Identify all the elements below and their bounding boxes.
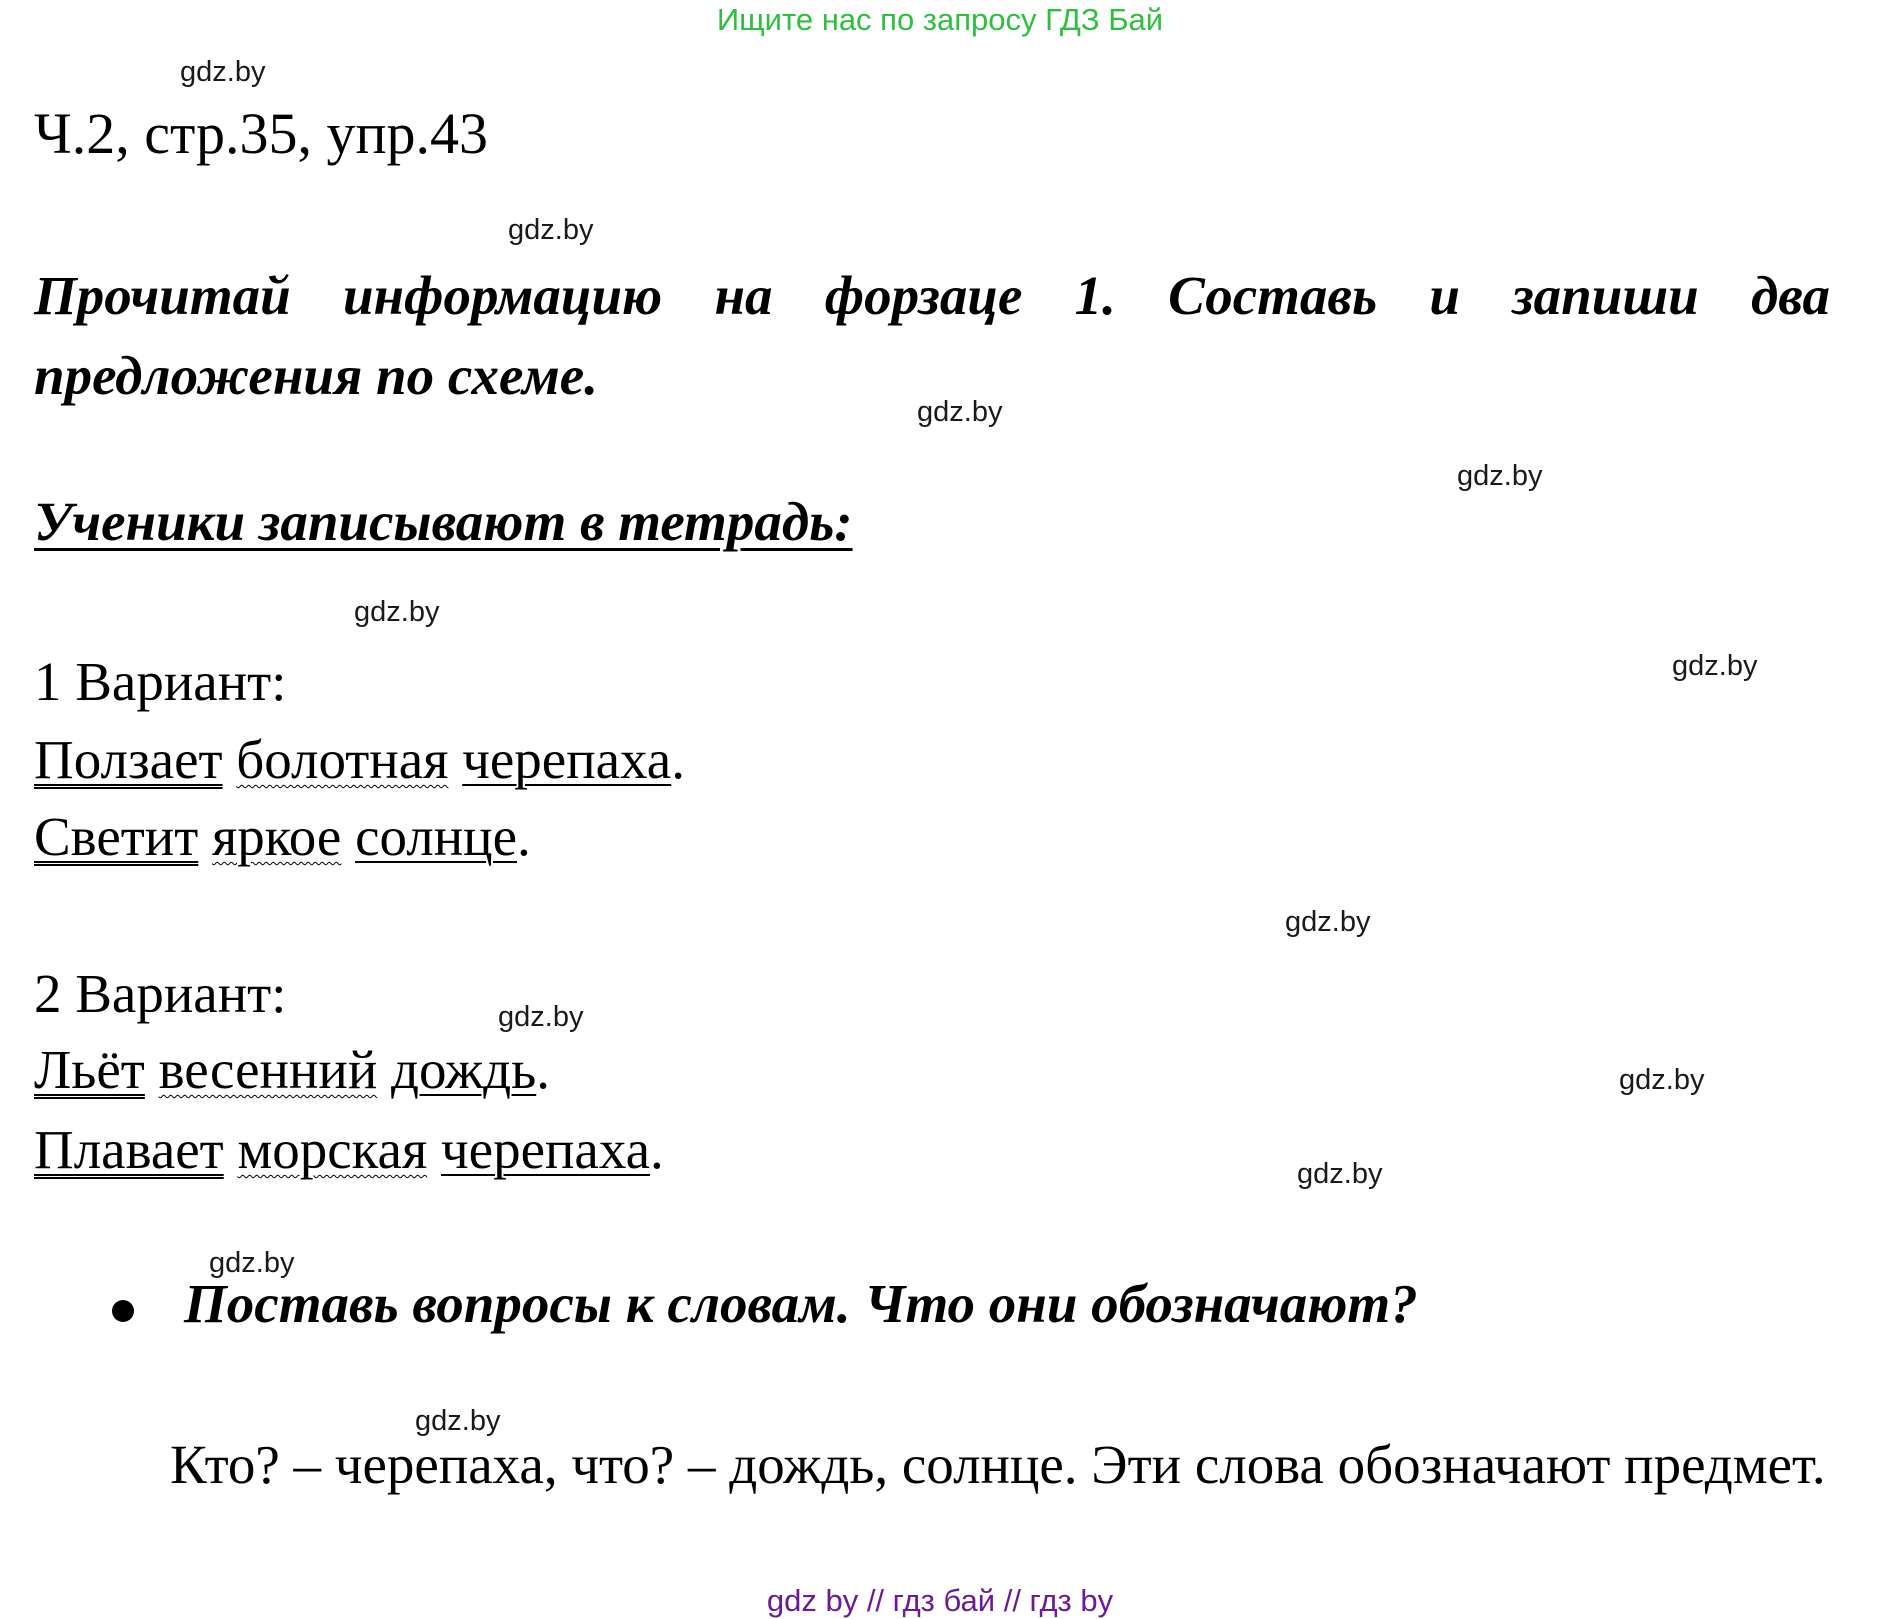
attribute-word: болотная (236, 729, 449, 790)
watermark: gdz.by (354, 596, 440, 628)
predicate-word: дождь (391, 1039, 537, 1100)
watermark: gdz.by (1457, 460, 1543, 492)
task-text: Прочитай информацию на форзаце 1. Составь и запиши два предложения по схеме. (34, 265, 1830, 406)
bullet-icon (112, 1300, 134, 1322)
watermark: gdz.by (1297, 1158, 1383, 1190)
attribute-word: весенний (158, 1039, 378, 1100)
watermark: gdz.by (209, 1247, 295, 1279)
predicate-word: солнце (355, 806, 517, 867)
sentence-end: . (536, 1039, 550, 1100)
sentence-end: . (650, 1119, 664, 1180)
question-text: Поставь вопросы к словам. Что они обозначают? (184, 1273, 1418, 1334)
sentence-end: . (671, 729, 685, 790)
variant-2-label: 2 Вариант: (34, 963, 287, 1024)
variant-1-sentence-2 (34, 805, 531, 868)
answer-text: Кто? – черепаха, что? – дождь, солнце. Эти слова обозначают предмет. (170, 1434, 1826, 1495)
section-title: Ученики записывают в тетрадь: (34, 491, 853, 552)
attribute-word: морская (237, 1119, 428, 1180)
attribute-word: яркое (212, 806, 342, 867)
watermark: gdz.by (180, 56, 266, 88)
subject-word: Ползает (34, 729, 223, 790)
subject-word: Светит (34, 806, 199, 867)
variant-2-sentence-2 (34, 1118, 664, 1181)
predicate-word: черепаха (462, 729, 672, 790)
search-banner[interactable]: Ищите нас по запросу ГДЗ Бай (716, 2, 1164, 37)
variant-1-sentence-1 (34, 728, 685, 791)
watermark: gdz.by (508, 214, 594, 246)
page-heading: Ч.2, стр.35, упр.43 (34, 101, 489, 166)
footer-links[interactable]: gdz by // гдз бай // гдз by (766, 1583, 1114, 1618)
subject-word: Льёт (34, 1039, 145, 1100)
watermark: gdz.by (1285, 906, 1371, 938)
variant-2-sentence-1 (34, 1038, 550, 1101)
predicate-word: черепаха (441, 1119, 651, 1180)
variant-1-label: 1 Вариант: (34, 651, 287, 712)
watermark: gdz.by (917, 396, 1003, 428)
watermark: gdz.by (1672, 650, 1758, 682)
watermark: gdz.by (415, 1405, 501, 1437)
subject-word: Плавает (34, 1119, 224, 1180)
sentence-end: . (516, 806, 531, 867)
watermark: gdz.by (1619, 1064, 1705, 1096)
watermark: gdz.by (498, 1001, 584, 1033)
